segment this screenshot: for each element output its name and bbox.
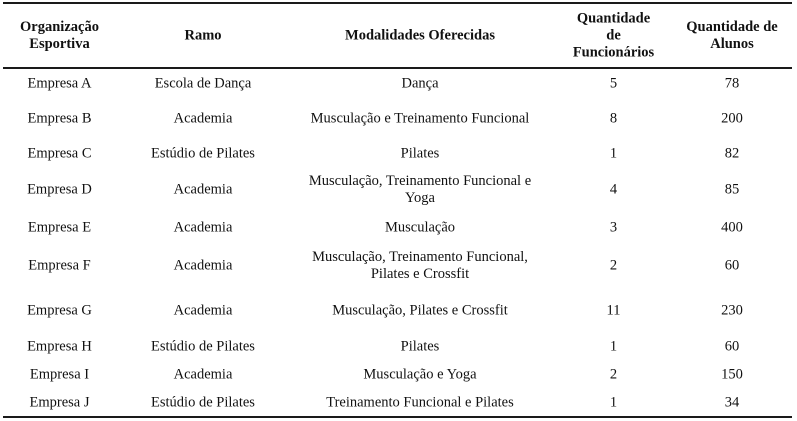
- header-line: Alunos: [710, 36, 754, 52]
- cell-funcionarios: 4: [609, 181, 618, 198]
- cell-ramo: Academia: [173, 110, 233, 127]
- cell-org: Empresa A: [27, 75, 92, 92]
- cell-funcionarios: 1: [609, 394, 618, 411]
- cell-org: Empresa C: [27, 145, 92, 162]
- cell-ramo: Academia: [173, 219, 233, 236]
- cell-line: Treinamento Funcional e Pilates: [326, 394, 514, 411]
- cell-modalidades: [290, 303, 550, 320]
- cell-line: Musculação, Treinamento Funcional,: [312, 249, 528, 265]
- cell-line: Musculação e Treinamento Funcional: [310, 110, 530, 127]
- cell-line: Pilates e Crossfit: [370, 266, 470, 282]
- header-line: Funcionários: [572, 44, 655, 61]
- cell-alunos: 400: [721, 219, 743, 236]
- cell-ramo: Academia: [173, 257, 233, 274]
- header-line: Modalidades Oferecidas: [345, 27, 495, 44]
- cell-org: Empresa F: [28, 257, 91, 274]
- cell-line: Pilates: [400, 145, 440, 162]
- cell-line: Yoga: [405, 190, 435, 206]
- cell-org: Empresa B: [27, 110, 92, 127]
- header-line: Quantidade de: [686, 19, 778, 35]
- cell-org: Empresa H: [27, 338, 92, 355]
- cell-org: Empresa E: [27, 219, 92, 236]
- cell-line: Musculação: [384, 219, 456, 236]
- cell-alunos: 230: [721, 302, 743, 319]
- cell-line: Musculação e Yoga: [363, 366, 477, 383]
- cell-org: Empresa J: [29, 394, 90, 411]
- cell-line: Pilates: [400, 338, 440, 355]
- cell-funcionarios: 5: [609, 75, 618, 92]
- cell-org: Empresa D: [27, 181, 92, 198]
- cell-modalidades: [290, 249, 550, 283]
- table-top-rule: [3, 2, 792, 4]
- cell-alunos: 200: [721, 110, 743, 127]
- cell-alunos: 78: [724, 75, 740, 92]
- header-line: Esportiva: [29, 36, 90, 52]
- cell-modalidades: [290, 339, 550, 356]
- header-alunos: [676, 19, 788, 53]
- cell-ramo: Academia: [173, 181, 233, 198]
- cell-org: Empresa I: [29, 366, 90, 383]
- cell-modalidades: [290, 111, 550, 128]
- cell-line: Musculação, Treinamento Funcional e: [308, 173, 532, 189]
- cell-line: Musculação, Pilates e Crossfit: [332, 302, 508, 319]
- cell-ramo: Escola de Dança: [154, 75, 252, 92]
- cell-alunos: 150: [721, 366, 743, 383]
- cell-funcionarios: 11: [606, 302, 621, 319]
- cell-funcionarios: 1: [609, 145, 618, 162]
- cell-modalidades: [290, 220, 550, 237]
- cell-alunos: 85: [724, 181, 740, 198]
- header-line: Ramo: [184, 27, 222, 44]
- cell-alunos: 60: [724, 338, 740, 355]
- cell-modalidades: [290, 146, 550, 163]
- cell-modalidades: [290, 395, 550, 412]
- cell-modalidades: [290, 367, 550, 384]
- cell-alunos: 34: [724, 394, 740, 411]
- cell-funcionarios: 2: [609, 366, 618, 383]
- cell-ramo: Estúdio de Pilates: [151, 394, 255, 411]
- cell-funcionarios: 3: [609, 219, 618, 236]
- header-ramo: [128, 28, 278, 45]
- cell-alunos: 60: [724, 257, 740, 274]
- header-funcionarios: [560, 11, 667, 62]
- header-bottom-rule: [3, 67, 792, 69]
- cell-funcionarios: 2: [609, 257, 618, 274]
- header-line: de: [606, 27, 621, 44]
- header-line: Organização: [20, 19, 99, 35]
- cell-line: Dança: [401, 75, 439, 92]
- cell-ramo: Academia: [173, 302, 233, 319]
- header-organizacao-esportiva: [8, 19, 111, 53]
- cell-funcionarios: 8: [609, 110, 618, 127]
- cell-ramo: Academia: [173, 366, 233, 383]
- cell-modalidades: [290, 76, 550, 93]
- header-modalidades: [290, 28, 550, 45]
- cell-alunos: 82: [724, 145, 740, 162]
- cell-ramo: Estúdio de Pilates: [151, 338, 255, 355]
- cell-ramo: Estúdio de Pilates: [151, 145, 255, 162]
- cell-org: Empresa G: [27, 302, 92, 319]
- header-line: Quantidade: [576, 10, 651, 27]
- cell-modalidades: [290, 173, 550, 207]
- table-bottom-rule: [3, 416, 792, 418]
- cell-funcionarios: 1: [609, 338, 618, 355]
